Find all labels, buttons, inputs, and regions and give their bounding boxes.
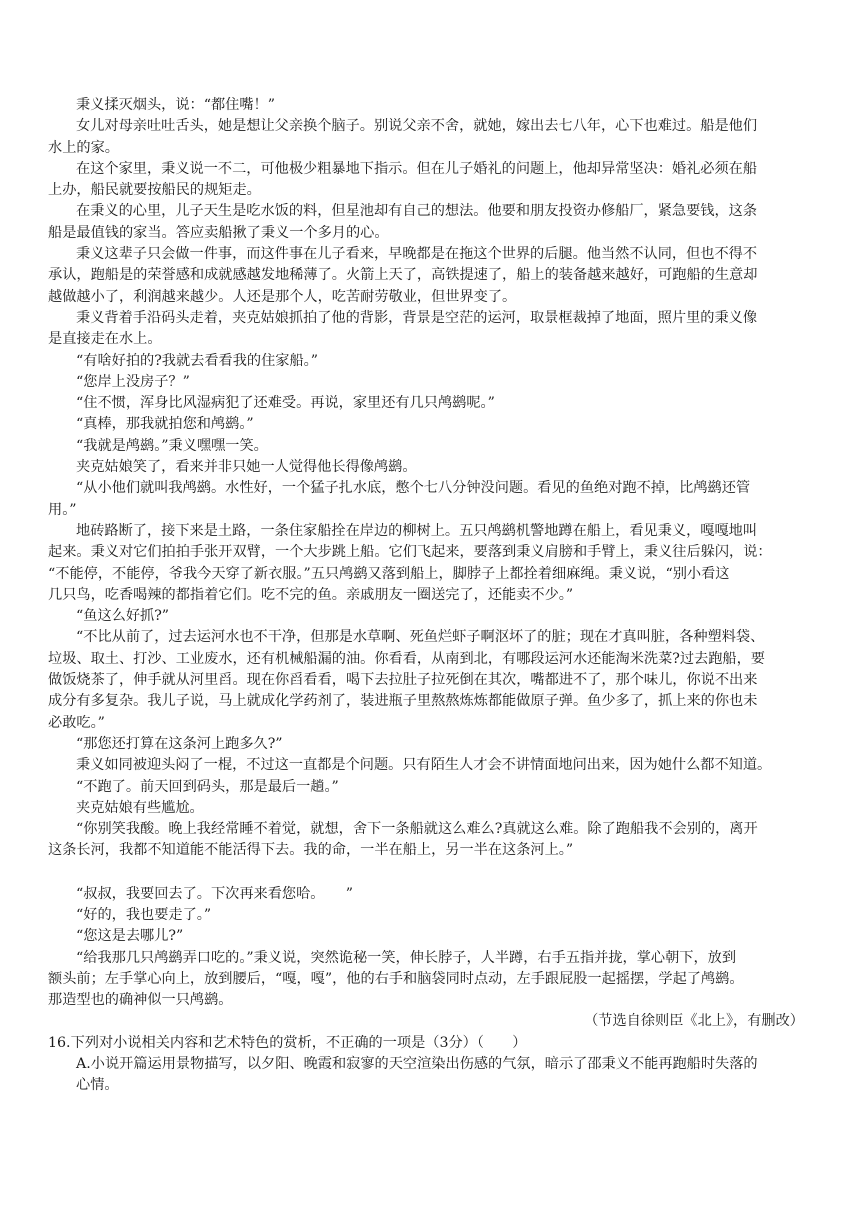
paragraph-line: “住不惯，浑身比风湿病犯了还难受。再说，家里还有几只鸬鹚呢。” — [76, 395, 495, 412]
paragraph-line: 做饭烧茶了，伸手就从河里舀。现在你舀看看，喝下去拉肚子拉死倒在其次，嘴都进不了，那个味儿，你说不出来 — [48, 672, 758, 689]
paragraph-line: “那您还打算在这条河上跑多久?” — [76, 735, 283, 752]
paragraph-line: “好的，我也要走了。” — [76, 906, 212, 923]
paragraph-line: 秉义如同被迎头闷了一棍，不过这一直都是个问题。只有陌生人才会不讲情面地问出来，因为她什么都不知道。 — [76, 757, 772, 774]
paragraph-line: 承认，跑船是的荣誉感和成就感越发地稀薄了。火箭上天了，高铁提速了，船上的装备越来越好，可跑船的生意却 — [48, 267, 758, 284]
paragraph-line: 夹克姑娘有些尴尬。 — [76, 799, 204, 816]
paragraph-line: “真棒，那我就拍您和鸬鹚。” — [76, 416, 254, 433]
paragraph-line: 在这个家里，秉义说一不二，可他极少粗暴地下指示。但在儿子婚礼的问题上，他却异常坚决：婚礼必须在船 — [76, 160, 758, 177]
paragraph-line: 那造型也的确神似一只鸬鹚。 — [48, 992, 233, 1009]
paragraph-line: 船是最值钱的家当。答应卖船揪了秉义一个多月的心。 — [48, 224, 389, 241]
source-citation: （节选自徐则臣《北上》，有删改） — [584, 1013, 804, 1030]
paragraph-line: 用。” — [48, 501, 77, 518]
paragraph-line: “鱼这么好抓?” — [76, 608, 170, 625]
paragraph-line: 必敢吃。” — [48, 714, 105, 731]
option-a: A.小说开篇运用景物描写，以夕阳、晚霞和寂寥的天空渲染出伤感的气氛，暗示了邵秉义不能再跑船时失落的 — [76, 1056, 758, 1073]
paragraph-line: 垃圾、取土、打沙、工业废水，还有机械船漏的油。你看看，从南到北，有哪段运河水还能淘米洗菜?过去跑船，要 — [48, 650, 765, 667]
paragraph-line: 夹克姑娘笑了，看来并非只她一人觉得他长得像鸬鹚。 — [76, 459, 417, 476]
paragraph-line: 是直接走在水上。 — [48, 331, 162, 348]
paragraph-line: 秉义这辈子只会做一件事，而这件事在儿子看来，早晚都是在拖这个世界的后腿。他当然不认同，但也不得不 — [76, 246, 758, 263]
paragraph-line: “你别笑我酸。晚上我经常睡不着觉，就想，舍下一条船就这么难么?真就这么难。除了跑船我不会别的，离开 — [76, 821, 758, 838]
paragraph-line: 秉义背着手沿码头走着，夹克姑娘抓拍了他的背影，背景是空茫的运河，取景框裁掉了地面，照片里的秉义像 — [76, 309, 758, 326]
paragraph-line: 女儿对母亲吐吐舌头，她是想让父亲换个脑子。别说父亲不舍，就她，嫁出去七八年，心下也难过。船是他们 — [76, 118, 758, 135]
paragraph-line: 起来。秉义对它们拍拍手张开双臂，一个大步跳上船。它们飞起来，要落到秉义肩膀和手臂上，秉义往后躲闪，说： — [48, 544, 772, 561]
paragraph-line: “不比从前了，过去运河水也不干净，但那是水草啊、死鱼烂虾子啊沤坏了的脏；现在才真叫脏，各种塑料袋、 — [76, 629, 765, 646]
paragraph-line: 地砖路断了，接下来是土路，一条住家船拴在岸边的柳树上。五只鸬鹚机警地蹲在船上，看见秉义，嘎嘎地叫 — [76, 522, 758, 539]
paragraph-line: “您这是去哪儿?” — [76, 928, 184, 945]
paragraph-line: “给我那几只鸬鹚弄口吃的。”秉义说，突然诡秘一笑，伸长脖子，人半蹲，右手五指并拢，掌心朝下，放到 — [76, 949, 737, 966]
paragraph-line — [48, 862, 814, 884]
paragraph-line: “我就是鸬鹚。”秉义嘿嘿一笑。 — [76, 437, 268, 454]
paragraph-line: “不能停，不能停，爷我今天穿了新衣服。”五只鸬鹚又落到船上，脚脖子上都拴着细麻绳。秉义说，“别小看这 — [48, 565, 730, 582]
paragraph-line: “您岸上没房子？” — [76, 373, 190, 390]
article-page — [48, 95, 814, 1097]
paragraph-line: “不跑了。前天回到码头，那是最后一趟。” — [76, 778, 339, 795]
paragraph-line: 在秉义的心里，儿子天生是吃水饭的料，但星池却有自己的想法。他要和朋友投资办修船厂，紧急要钱，这条 — [76, 203, 758, 220]
paragraph-line: “有啥好拍的?我就去看看我的住家船。” — [76, 352, 319, 369]
paragraph-line: 成分有多复杂。我儿子说，马上就成化学药剂了，装进瓶子里熬熬炼炼都能做原子弹。鱼少多了，抓上来的你也未 — [48, 693, 758, 710]
paragraph-line: 几只鸟，吃香喝辣的都指着它们。吃不完的鱼。亲戚朋友一圈送完了，还能卖不少。” — [48, 586, 574, 603]
question-stem: 16.下列对小说相关内容和艺术特色的赏析，不正确的一项是（3分）（ ） — [48, 1034, 527, 1051]
paragraph-line: 水上的家。 — [48, 139, 119, 156]
paragraph-line: “叔叔，我要回去了。下次再来看您哈。 ” — [76, 885, 353, 902]
paragraph-line: 越做越小了，利润越来越少。人还是那个人，吃苦耐劳敬业，但世界变了。 — [48, 288, 517, 305]
paragraph-line: 秉义揉灭烟头，说：“都住嘴！” — [76, 97, 275, 113]
paragraph-line: “从小他们就叫我鸬鹚。水性好，一个猛子扎水底，憋个七八分钟没问题。看见的鱼绝对跑不掉，比鸬鹚还管 — [76, 480, 751, 497]
paragraph-line: 这条长河，我都不知道能不能活得下去。我的命，一半在船上，另一半在这条河上。” — [48, 842, 574, 859]
paragraph-line: 上办，船民就要按船民的规矩走。 — [48, 182, 261, 199]
paragraph-line: 额头前；左手掌心向上，放到腰后，“嘎，嘎”，他的右手和脑袋同时点动，左手跟屁股一起摇摆，学起了鸬鹚。 — [48, 970, 744, 987]
option-a: 心情。 — [76, 1077, 119, 1094]
